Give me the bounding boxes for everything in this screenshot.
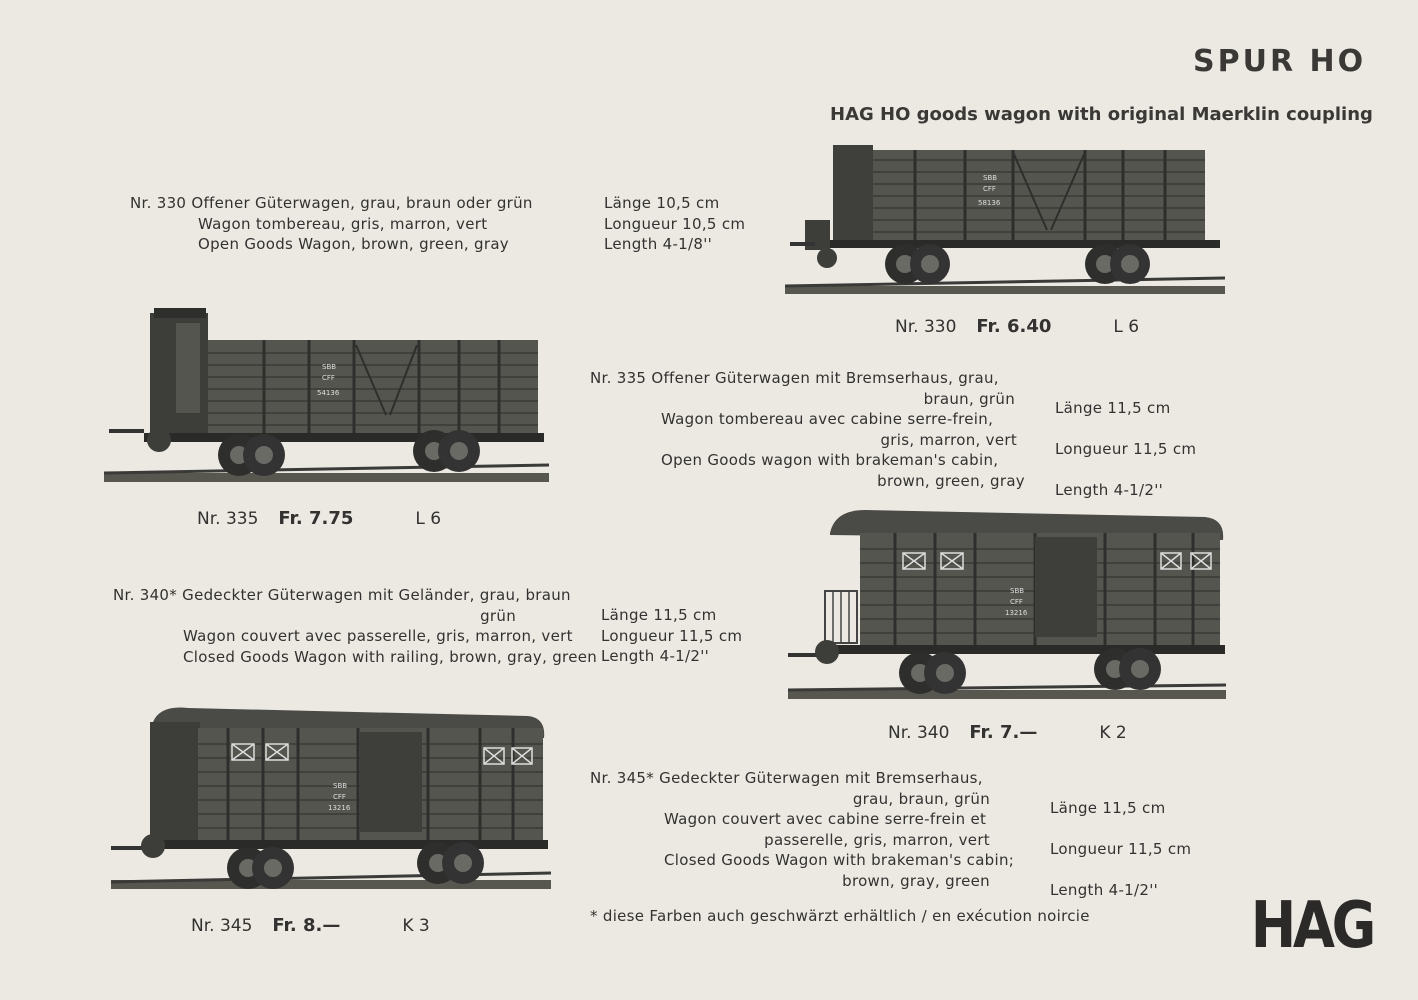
- plate-text: 13216: [328, 804, 351, 812]
- item-number: Nr. 330: [895, 317, 957, 337]
- wagon-340-caption: [888, 722, 1127, 743]
- price: Fr. 7.—: [969, 722, 1038, 743]
- desc-line: brown, gray, green: [842, 871, 990, 890]
- dim-line: Länge 11,5 cm: [1055, 399, 1171, 417]
- item-code: K 2: [1099, 723, 1127, 743]
- desc-line: Nr. 345* Gedeckter Güterwagen mit Bremserhaus,: [590, 769, 983, 787]
- plate-text: SBB: [1010, 587, 1025, 595]
- price: Fr. 6.40: [976, 316, 1052, 337]
- desc-line: grün: [480, 606, 516, 625]
- desc-line: Wagon couvert avec cabine serre-frein et: [664, 810, 987, 828]
- wagon-330-description: [130, 193, 533, 255]
- wagon-335-image: [104, 305, 554, 500]
- item-code: L 6: [415, 509, 442, 529]
- wagon-340-dimensions: [601, 605, 742, 667]
- dim-line: Longueur 11,5 cm: [1050, 840, 1192, 858]
- page-title: SPUR HO: [1193, 44, 1367, 79]
- dim-line: Länge 11,5 cm: [1050, 799, 1166, 817]
- dim-line: Länge 11,5 cm: [601, 606, 717, 624]
- wagon-330-image: [785, 140, 1230, 310]
- desc-line: Closed Goods Wagon with railing, brown, gray, green: [183, 647, 598, 666]
- wagon-340-description: [113, 585, 598, 667]
- wagon-330-caption: [895, 316, 1139, 337]
- dim-line: Longueur 11,5 cm: [1055, 440, 1197, 458]
- desc-line: Nr. 335 Offener Güterwagen mit Bremserhaus, grau,: [590, 369, 999, 387]
- desc-line: gris, marron, vert: [880, 430, 1017, 449]
- footnote: * diese Farben auch geschwärzt erhältlich / en exécution noircie: [590, 907, 1090, 925]
- wagon-345-image: [108, 700, 556, 915]
- item-number: Nr. 340: [888, 723, 950, 743]
- logo-text: HAG: [1250, 889, 1374, 963]
- dim-line: Length 4-1/2'': [1055, 481, 1164, 499]
- plate-text: CFF: [333, 793, 346, 801]
- plate-text: CFF: [322, 374, 335, 382]
- desc-line: Nr. 330 Offener Güterwagen, grau, braun oder grün: [130, 194, 533, 212]
- wagon-335-dimensions: [1055, 388, 1196, 511]
- desc-line: passerelle, gris, marron, vert: [764, 830, 990, 849]
- wagon-340-image: [785, 505, 1230, 715]
- plate-text: SBB: [983, 174, 998, 182]
- desc-line: brown, green, gray: [877, 471, 1025, 490]
- desc-line: Wagon couvert avec passerelle, gris, marron, vert: [183, 627, 573, 645]
- desc-line: Open Goods Wagon, brown, green, gray: [198, 235, 509, 253]
- plate-text: 13216: [1005, 609, 1028, 617]
- item-code: L 6: [1113, 317, 1140, 337]
- item-number: Nr. 345: [191, 916, 253, 936]
- plate-text: CFF: [1010, 598, 1023, 606]
- desc-line: Closed Goods Wagon with brakeman's cabin;: [664, 851, 1015, 869]
- dim-line: Longueur 11,5 cm: [601, 626, 743, 645]
- desc-line: Open Goods wagon with brakeman's cabin,: [661, 451, 999, 469]
- dim-line: Length 4-1/8'': [604, 235, 713, 253]
- plate-text: 58136: [978, 199, 1001, 207]
- wagon-335-caption: [197, 508, 441, 529]
- dim-line: Length 4-1/2'': [601, 647, 710, 665]
- wagon-345-dimensions: [1050, 788, 1191, 911]
- plate-text: SBB: [333, 782, 348, 790]
- dim-line: Length 4-1/2'': [1050, 881, 1159, 899]
- dim-line: Länge 10,5 cm: [604, 194, 720, 212]
- price: Fr. 7.75: [278, 508, 354, 529]
- plate-text: 54136: [317, 389, 340, 397]
- page-subtitle: HAG HO goods wagon with original Maerklin coupling: [830, 104, 1373, 125]
- wagon-330-dimensions: [604, 193, 745, 255]
- wagon-345-description: [590, 768, 1015, 891]
- plate-text: CFF: [983, 185, 996, 193]
- wagon-345-caption: [191, 915, 430, 936]
- desc-line: Nr. 340* Gedeckter Güterwagen mit Geländer, grau, braun: [113, 586, 571, 604]
- desc-line: braun, grün: [923, 389, 1015, 408]
- item-number: Nr. 335: [197, 509, 259, 529]
- desc-line: Wagon tombereau, gris, marron, vert: [198, 214, 488, 233]
- item-code: K 3: [402, 916, 430, 936]
- wagon-335-description: [590, 368, 1030, 491]
- dim-line: Longueur 10,5 cm: [604, 214, 746, 233]
- hag-logo: [1250, 889, 1374, 963]
- desc-line: grau, braun, grün: [852, 789, 990, 808]
- price: Fr. 8.—: [272, 915, 341, 936]
- desc-line: Wagon tombereau avec cabine serre-frein,: [661, 410, 994, 428]
- plate-text: SBB: [322, 363, 337, 371]
